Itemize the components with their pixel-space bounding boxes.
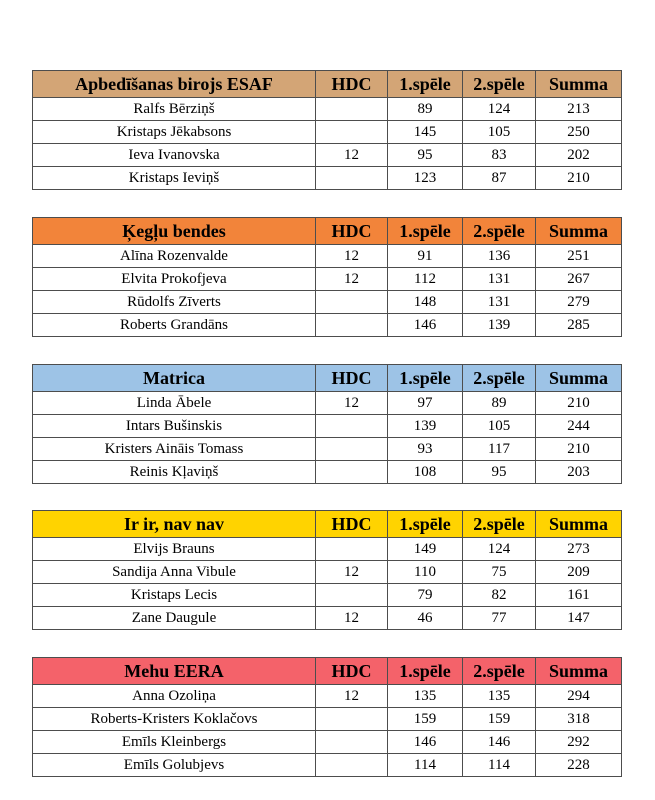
team-name: Apbedīšanas birojs ESAF	[33, 71, 316, 98]
player-game1: 145	[388, 121, 463, 144]
player-row	[33, 685, 622, 708]
player-row	[33, 121, 622, 144]
player-game2: 114	[463, 754, 536, 777]
player-sum: 161	[536, 584, 622, 607]
player-hdc	[316, 314, 388, 337]
player-game1: 114	[388, 754, 463, 777]
player-game2: 83	[463, 144, 536, 167]
player-sum: 228	[536, 754, 622, 777]
hdc-header: HDC	[316, 365, 388, 392]
player-row	[33, 245, 622, 268]
player-game1: 91	[388, 245, 463, 268]
player-sum: 210	[536, 438, 622, 461]
player-name: Kristaps Ieviņš	[33, 167, 316, 190]
sum-header: Summa	[536, 218, 622, 245]
team-header-row	[33, 218, 622, 245]
player-hdc	[316, 167, 388, 190]
team-table	[32, 364, 622, 484]
hdc-header: HDC	[316, 511, 388, 538]
player-game2: 82	[463, 584, 536, 607]
player-name: Zane Daugule	[33, 607, 316, 630]
player-hdc	[316, 438, 388, 461]
player-game2: 146	[463, 731, 536, 754]
sum-header: Summa	[536, 365, 622, 392]
player-sum: 203	[536, 461, 622, 484]
player-game2: 159	[463, 708, 536, 731]
game2-header: 2.spēle	[463, 365, 536, 392]
player-row	[33, 392, 622, 415]
game1-header: 1.spēle	[388, 71, 463, 98]
player-game2: 105	[463, 121, 536, 144]
team-name: Mehu EERA	[33, 658, 316, 685]
player-name: Elvita Prokofjeva	[33, 268, 316, 291]
game2-header: 2.spēle	[463, 658, 536, 685]
player-row	[33, 731, 622, 754]
player-name: Kristers Aināis Tomass	[33, 438, 316, 461]
player-sum: 210	[536, 167, 622, 190]
player-row	[33, 708, 622, 731]
player-hdc	[316, 121, 388, 144]
player-name: Rūdolfs Zīverts	[33, 291, 316, 314]
player-hdc	[316, 291, 388, 314]
player-name: Elvijs Brauns	[33, 538, 316, 561]
player-name: Alīna Rozenvalde	[33, 245, 316, 268]
game1-header: 1.spēle	[388, 511, 463, 538]
player-sum: 147	[536, 607, 622, 630]
player-hdc	[316, 461, 388, 484]
player-hdc	[316, 415, 388, 438]
player-row	[33, 561, 622, 584]
player-game2: 105	[463, 415, 536, 438]
team-header-row	[33, 511, 622, 538]
player-hdc: 12	[316, 268, 388, 291]
player-game2: 87	[463, 167, 536, 190]
player-name: Ieva Ivanovska	[33, 144, 316, 167]
player-name: Sandija Anna Vibule	[33, 561, 316, 584]
player-row	[33, 754, 622, 777]
player-sum: 294	[536, 685, 622, 708]
player-hdc	[316, 731, 388, 754]
player-sum: 251	[536, 245, 622, 268]
player-name: Roberts Grandāns	[33, 314, 316, 337]
player-game1: 89	[388, 98, 463, 121]
player-game1: 159	[388, 708, 463, 731]
player-hdc: 12	[316, 245, 388, 268]
player-hdc: 12	[316, 144, 388, 167]
player-sum: 279	[536, 291, 622, 314]
player-game1: 108	[388, 461, 463, 484]
player-game1: 123	[388, 167, 463, 190]
player-row	[33, 607, 622, 630]
player-game2: 131	[463, 291, 536, 314]
team-table	[32, 657, 622, 777]
game2-header: 2.spēle	[463, 511, 536, 538]
player-row	[33, 438, 622, 461]
team-header-row	[33, 658, 622, 685]
sum-header: Summa	[536, 511, 622, 538]
player-hdc: 12	[316, 685, 388, 708]
player-name: Roberts-Kristers Koklačovs	[33, 708, 316, 731]
player-game2: 124	[463, 98, 536, 121]
player-game2: 117	[463, 438, 536, 461]
player-game1: 139	[388, 415, 463, 438]
team-table	[32, 70, 622, 190]
sum-header: Summa	[536, 658, 622, 685]
player-row	[33, 538, 622, 561]
player-game1: 135	[388, 685, 463, 708]
player-sum: 267	[536, 268, 622, 291]
player-game1: 110	[388, 561, 463, 584]
hdc-header: HDC	[316, 218, 388, 245]
player-game2: 89	[463, 392, 536, 415]
player-game2: 124	[463, 538, 536, 561]
player-row	[33, 291, 622, 314]
player-hdc	[316, 584, 388, 607]
team-header-row	[33, 365, 622, 392]
player-sum: 202	[536, 144, 622, 167]
player-game1: 148	[388, 291, 463, 314]
player-hdc	[316, 708, 388, 731]
player-game2: 135	[463, 685, 536, 708]
player-game1: 97	[388, 392, 463, 415]
player-game1: 93	[388, 438, 463, 461]
player-row	[33, 144, 622, 167]
player-game2: 136	[463, 245, 536, 268]
player-name: Intars Bušinskis	[33, 415, 316, 438]
game2-header: 2.spēle	[463, 71, 536, 98]
team-header-row	[33, 71, 622, 98]
player-sum: 244	[536, 415, 622, 438]
player-game2: 139	[463, 314, 536, 337]
team-name: Ir ir, nav nav	[33, 511, 316, 538]
game1-header: 1.spēle	[388, 658, 463, 685]
player-row	[33, 584, 622, 607]
team-name: Matrica	[33, 365, 316, 392]
player-hdc	[316, 98, 388, 121]
player-sum: 318	[536, 708, 622, 731]
player-sum: 273	[536, 538, 622, 561]
player-hdc: 12	[316, 561, 388, 584]
team-name: Ķegļu bendes	[33, 218, 316, 245]
player-name: Emīls Kleinbergs	[33, 731, 316, 754]
player-name: Reinis Kļaviņš	[33, 461, 316, 484]
team-table	[32, 510, 622, 630]
player-sum: 213	[536, 98, 622, 121]
player-name: Kristaps Jēkabsons	[33, 121, 316, 144]
player-game1: 95	[388, 144, 463, 167]
player-sum: 285	[536, 314, 622, 337]
player-name: Ralfs Bērziņš	[33, 98, 316, 121]
player-sum: 250	[536, 121, 622, 144]
player-game1: 149	[388, 538, 463, 561]
player-game2: 95	[463, 461, 536, 484]
player-row	[33, 98, 622, 121]
team-table	[32, 217, 622, 337]
player-hdc	[316, 538, 388, 561]
player-sum: 292	[536, 731, 622, 754]
player-sum: 210	[536, 392, 622, 415]
player-row	[33, 461, 622, 484]
player-sum: 209	[536, 561, 622, 584]
player-name: Linda Ābele	[33, 392, 316, 415]
sum-header: Summa	[536, 71, 622, 98]
player-game1: 146	[388, 731, 463, 754]
player-name: Anna Ozoliņa	[33, 685, 316, 708]
game2-header: 2.spēle	[463, 218, 536, 245]
player-row	[33, 314, 622, 337]
player-hdc	[316, 754, 388, 777]
player-name: Emīls Golubjevs	[33, 754, 316, 777]
player-game1: 46	[388, 607, 463, 630]
player-game2: 77	[463, 607, 536, 630]
hdc-header: HDC	[316, 71, 388, 98]
player-row	[33, 415, 622, 438]
player-row	[33, 167, 622, 190]
game1-header: 1.spēle	[388, 365, 463, 392]
player-game1: 146	[388, 314, 463, 337]
player-name: Kristaps Lecis	[33, 584, 316, 607]
hdc-header: HDC	[316, 658, 388, 685]
player-hdc: 12	[316, 392, 388, 415]
player-row	[33, 268, 622, 291]
player-game1: 79	[388, 584, 463, 607]
player-game1: 112	[388, 268, 463, 291]
player-game2: 75	[463, 561, 536, 584]
game1-header: 1.spēle	[388, 218, 463, 245]
player-hdc: 12	[316, 607, 388, 630]
player-game2: 131	[463, 268, 536, 291]
